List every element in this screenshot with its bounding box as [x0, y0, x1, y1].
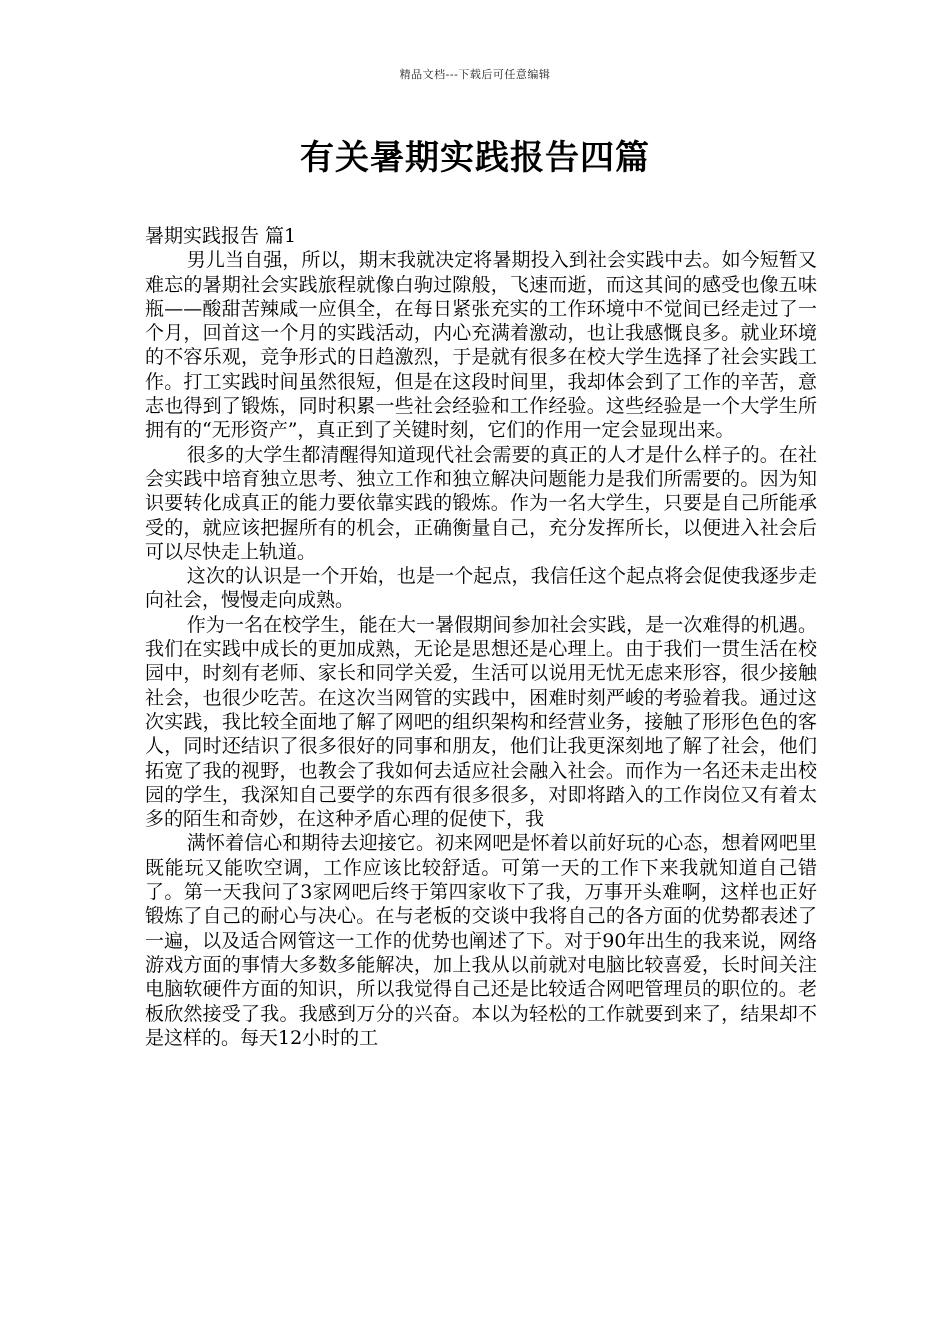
paragraph-5: 满怀着信心和期待去迎接它。初来网吧是怀着以前好玩的心态，想着网吧里既能玩又能吹空调，工作应该比较舒适。可第一天的工作下来我就知道自己错了。第一天我问了3家网吧后终于第四家收下了我，万事开头难啊，这样也正好锻炼了自己的耐心与决心。在与老板的交谈中我将自己的各方面的优势都表述了一遍，以及适合网管这一工作的优势也阐述了下。对于90年出生的我来说，网络游戏方面的事情大多数多能解决，加上我从以前就对电脑比较喜爱，长时间关注电脑软硬件方面的知识，所以我觉得自己还是比较适合网吧管理员的职位的。老板欣然接受了我。我感到万分的兴奋。本以为轻松的工作就要到来了，结果却不是这样的。每天12小时的工 [145, 832, 817, 1049]
section-heading: 暑期实践报告 篇1 [145, 225, 297, 247]
paragraph-3: 这次的认识是一个开始，也是一个起点，我信任这个起点将会促使我逐步走向社会，慢慢走向成熟。 [145, 565, 817, 612]
document-body [145, 224, 817, 1050]
header-note: 精品文档---下载后可任意编辑 [399, 68, 551, 81]
paragraph-4: 作为一名在校学生，能在大一暑假期间参加社会实践，是一次难得的机遇。我们在实践中成长的更加成熟，无论是思想还是心理上。由于我们一贯生活在校园中，时刻有老师、家长和同学关爱，生活可以说用无忧无虑来形容，很少接触社会，也很少吃苦。在这次当网管的实践中，困难时刻严峻的考验着我。通过这次实践，我比较全面地了解了网吧的组织架构和经营业务，接触了形形色色的客人，同时还结识了很多很好的同事和朋友，他们让我更深刻地了解了社会，他们拓宽了我的视野，也教会了我如何去适应社会融入社会。而作为一名还未走出校园的学生，我深知自己要学的东西有很多很多，对即将踏入的工作岗位又有着太多的陌生和奇妙，在这种矛盾心理的促使下，我 [145, 613, 817, 831]
paragraph-2: 很多的大学生都清醒得知道现代社会需要的真正的人才是什么样子的。在社会实践中培育独立思考、独立工作和独立解决问题能力是我们所需要的。因为知识要转化成真正的能力要依靠实践的锻炼。作为一名大学生，只要是自己所能承受的，就应该把握所有的机会，正确衡量自己，充分发挥所长，以便进入社会后可以尽快走上轨道。 [145, 443, 817, 563]
paragraph-1: 男儿当自强，所以，期末我就决定将暑期投入到社会实践中去。如今短暂又难忘的暑期社会实践旅程就像白驹过隙般，飞速而逝，而这其间的感受也像五味瓶——酸甜苦辣咸一应俱全，在每日紧张充实的工作环境中不觉间已经走过了一个月，回首这一个月的实践活动，内心充满着激动，也让我感慨良多。就业环境的不容乐观，竞争形式的日趋激烈，于是就有很多在校大学生选择了社会实践工作。打工实践时间虽然很短，但是在这段时间里，我却体会到了工作的辛苦，意志也得到了锻炼，同时积累一些社会经验和工作经验。这些经验是一个大学生所拥有的“无形资产”，真正到了关键时刻，它们的作用一定会显现出来。 [145, 249, 817, 442]
document-title: 有关暑期实践报告四篇 [300, 138, 650, 178]
